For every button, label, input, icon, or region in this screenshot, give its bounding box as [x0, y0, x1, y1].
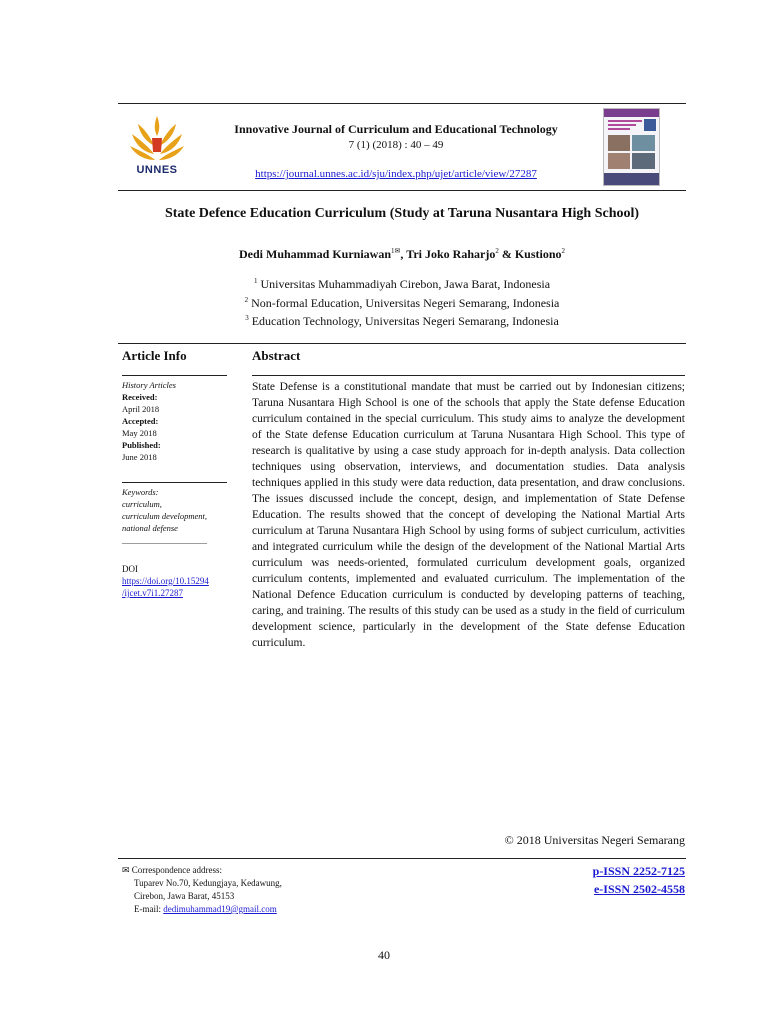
print-issn-link[interactable]: p-ISSN 2252-7125	[592, 864, 685, 878]
affiliation	[118, 296, 686, 311]
page-number: 40	[378, 948, 390, 962]
affiliation	[118, 314, 686, 329]
section-rule	[118, 343, 686, 344]
header-bottom-rule	[118, 190, 686, 191]
correspondence-block	[122, 864, 422, 916]
received-date: April 2018	[122, 404, 160, 414]
history-label: History Articles	[122, 380, 176, 390]
published-date: June 2018	[122, 452, 157, 462]
keywords-block	[122, 486, 232, 546]
affiliation-text: Universitas Muhammadiyah Cirebon, Jawa Barat, Indonesia	[260, 277, 551, 291]
paper-title: State Defence Education Curriculum (Study at Taruna Nusantara High School)	[164, 206, 640, 221]
author-mark: 2	[561, 247, 565, 255]
journal-name: Innovative Journal of Curriculum and Educational Technology	[234, 122, 558, 136]
author-mark: 2	[495, 247, 499, 255]
email-label: E-mail:	[134, 904, 164, 914]
received-label: Received:	[122, 392, 158, 402]
copyright-notice: © 2018 Universitas Negeri Semarang	[504, 833, 685, 847]
journal-issue: 7 (1) (2018) : 40 – 49	[348, 139, 444, 151]
author-separator: ,	[400, 247, 407, 261]
keyword: curriculum development,	[122, 511, 207, 521]
abstract-heading: Abstract	[252, 348, 301, 363]
history-block	[122, 379, 232, 463]
author-mark: 1✉	[391, 247, 401, 255]
keyword: curriculum,	[122, 499, 162, 509]
author-name: Tri Joko Raharjo	[406, 247, 496, 261]
author-list	[118, 247, 686, 262]
footer-rule	[118, 858, 686, 859]
envelope-icon: ✉	[122, 865, 130, 875]
accepted-date: May 2018	[122, 428, 157, 438]
abstract-rule	[252, 375, 685, 376]
author-name: Kustiono	[514, 247, 562, 261]
accepted-label: Accepted:	[122, 416, 159, 426]
article-info-rule	[122, 375, 227, 376]
email-link[interactable]: dedimuhammad19@gmail.com	[163, 904, 277, 914]
keywords-label: Keywords:	[122, 487, 159, 497]
keyword: national defense	[122, 523, 178, 533]
affiliation-number: 3	[245, 314, 249, 322]
author-name: Dedi Muhammad Kurniawan	[239, 247, 392, 261]
doi-link-part[interactable]: https://doi.org/10.15294	[122, 576, 209, 586]
author-separator: &	[498, 247, 515, 261]
address-line: Cirebon, Jawa Barat, 45153	[134, 891, 235, 901]
affiliation-text: Non-formal Education, Universitas Negeri Semarang, Indonesia	[251, 296, 560, 310]
journal-cover-thumbnail	[603, 108, 660, 186]
correspondence-label: Correspondence address:	[131, 865, 223, 875]
affiliation	[118, 277, 686, 292]
doi-link[interactable]	[122, 576, 209, 598]
published-label: Published:	[122, 440, 161, 450]
affiliation-number: 2	[244, 296, 249, 304]
electronic-issn-link[interactable]: e-ISSN 2502-4558	[593, 882, 685, 896]
journal-url-link[interactable]: https://journal.unnes.ac.id/sju/index.php/ujet/article/view/27287	[255, 168, 537, 180]
doi-label: DOI	[122, 564, 138, 574]
doi-block	[122, 563, 232, 599]
header-top-rule	[118, 103, 686, 104]
affiliation-text: Education Technology, Universitas Negeri Semarang, Indonesia	[251, 314, 559, 328]
address-line: Tuparev No.70, Kedungjaya, Kedawung,	[134, 878, 282, 888]
affiliation-number: 1	[253, 277, 258, 285]
keywords-divider: ____________________	[122, 535, 207, 545]
logo-text: UNNES	[136, 164, 178, 176]
history-rule	[122, 482, 227, 483]
article-info-heading: Article Info	[122, 348, 187, 363]
doi-link-part[interactable]: /ijcet.v7i1.27287	[122, 588, 183, 598]
abstract-text: State Defense is a constitutional mandate that must be carried out by Indonesian citizens; Taruna Nusantara High School is one of the schools that apply the State defense Education curriculum contained in the special curriculum. This study aims to analyze the development of the State defense Education curriculum at Taruna Nusantara High School. This type of research is qualitative by using a case study approach for in-depth analysis. Data collection techniques using observation, interviews, and documentation studies. Data analysis techniques applied in this study were data reduction, data presentation, and draw conclusions. The issues discussed include the concept, design, and implementation of State Defense Education. The results showed that the concept of developing the National Martial Arts curriculum at Taruna Nusantara High School by using forms of subject curriculum, activities and integrated curriculum while the design of the development of the National Martial Arts curriculum was needs-oriented, formulated curriculum development goals, organized curriculum contents, implemented and evaluated curriculum. The implementation of the National Defence Education curriculum is conducted by developing patterns of teaching, caring, and training. The results of this study can be used as a study in the field of curriculum development science, particularly in the development of the State defense Education curriculum.	[252, 381, 685, 649]
